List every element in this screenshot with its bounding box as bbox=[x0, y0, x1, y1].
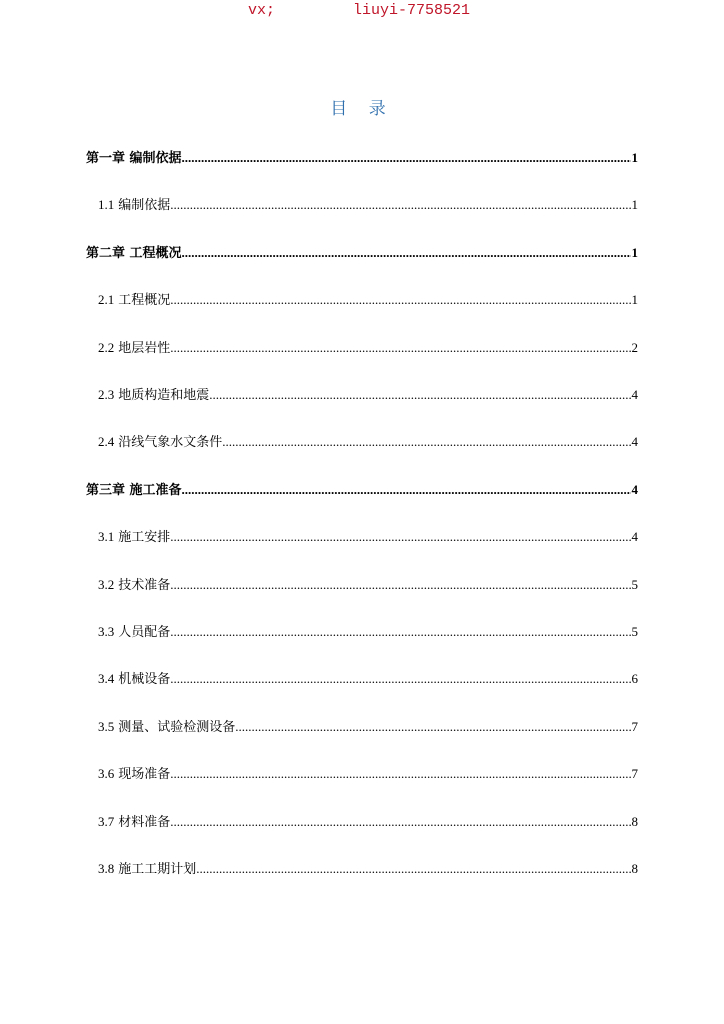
toc-section-entry[interactable] bbox=[98, 715, 638, 739]
toc-leader-dots bbox=[170, 620, 630, 644]
toc-entry-number: 2.4 bbox=[98, 434, 115, 450]
watermark-contact-prefix: vx; bbox=[248, 2, 276, 19]
toc-entry-label: 人员配备 bbox=[118, 625, 171, 640]
toc-page-number: 2 bbox=[631, 339, 638, 355]
toc-leader-dots bbox=[209, 383, 630, 407]
toc-entry-number: 2.2 bbox=[98, 339, 115, 355]
toc-section-entry[interactable] bbox=[98, 430, 638, 454]
toc-leader-dots bbox=[182, 241, 631, 265]
toc-leader-dots bbox=[170, 193, 630, 217]
toc-page-number: 4 bbox=[631, 434, 638, 450]
toc-entry-label: 第二章 工程概况 bbox=[86, 245, 182, 261]
toc-entry-number: 3.2 bbox=[98, 576, 115, 592]
toc-leader-dots bbox=[182, 146, 631, 170]
toc-leader-dots bbox=[170, 288, 630, 312]
toc-page-number: 7 bbox=[631, 766, 638, 782]
toc-chapter-entry[interactable] bbox=[86, 241, 638, 265]
toc-entry-number: 3.8 bbox=[98, 861, 115, 876]
toc-page-number: 1 bbox=[631, 292, 638, 308]
toc-leader-dots bbox=[182, 478, 631, 502]
toc-leader-dots bbox=[235, 715, 630, 739]
toc-page-number: 4 bbox=[631, 481, 638, 497]
toc-page-number: 4 bbox=[631, 387, 638, 402]
toc-page-number: 1 bbox=[631, 197, 638, 213]
toc-leader-dots bbox=[170, 667, 630, 691]
toc-page-number: 1 bbox=[631, 150, 638, 165]
toc-entry-number: 2.3 bbox=[98, 387, 115, 402]
toc-entry-number: 3.3 bbox=[98, 624, 115, 639]
toc-leader-dots bbox=[170, 525, 630, 549]
toc-entry-label: 现场准备 bbox=[118, 767, 171, 783]
watermark bbox=[0, 1, 724, 23]
toc-entry-label: 地质构造和地震 bbox=[118, 388, 210, 403]
toc-chapter-entry[interactable] bbox=[86, 146, 638, 170]
toc-entry-number: 3.1 bbox=[98, 529, 115, 545]
toc-section-entry[interactable] bbox=[98, 762, 638, 786]
toc-entry-label: 编制依据 bbox=[118, 198, 171, 214]
toc-page-number: 8 bbox=[631, 861, 638, 876]
toc-entry-number: 3.5 bbox=[98, 718, 115, 734]
toc-leader-dots bbox=[222, 430, 630, 454]
toc-section-entry[interactable] bbox=[98, 857, 638, 881]
toc-leader-dots bbox=[170, 336, 630, 360]
toc-page-number: 4 bbox=[631, 529, 638, 545]
toc-entry-label: 地层岩性 bbox=[118, 340, 171, 356]
toc-entry-label: 第一章 编制依据 bbox=[86, 151, 182, 166]
toc-entry-label: 测量、试验检测设备 bbox=[118, 719, 236, 735]
toc-leader-dots bbox=[170, 573, 630, 597]
toc-entry-number: 3.6 bbox=[98, 766, 115, 782]
toc-page-number: 5 bbox=[631, 624, 638, 639]
toc-section-entry[interactable] bbox=[98, 525, 638, 549]
toc-leader-dots bbox=[196, 857, 630, 881]
toc-entry-label: 技术准备 bbox=[118, 577, 171, 593]
toc-page-number: 5 bbox=[631, 576, 638, 592]
toc-leader-dots bbox=[170, 762, 630, 786]
toc-entry-label: 沿线气象水文条件 bbox=[118, 435, 223, 451]
toc-chapter-entry[interactable] bbox=[86, 478, 638, 502]
toc-entry-label: 工程概况 bbox=[118, 293, 171, 309]
toc-entry-label: 施工安排 bbox=[118, 530, 171, 546]
toc-section-entry[interactable] bbox=[98, 288, 638, 312]
toc-entry-label: 第三章 施工准备 bbox=[86, 482, 182, 498]
toc-entry-number: 2.1 bbox=[98, 292, 115, 308]
watermark-contact-id: liuyi-7758521 bbox=[353, 2, 471, 19]
toc-title: 目 录 bbox=[330, 99, 394, 119]
toc-section-entry[interactable] bbox=[98, 667, 638, 691]
toc-section-entry[interactable] bbox=[98, 336, 638, 360]
toc-entry-number: 1.1 bbox=[98, 197, 115, 213]
toc-page-number: 8 bbox=[631, 813, 638, 829]
toc-entry-number: 3.7 bbox=[98, 813, 115, 829]
toc-entry-number: 3.4 bbox=[98, 671, 115, 687]
toc-page-number: 1 bbox=[631, 244, 638, 260]
toc-section-entry[interactable] bbox=[98, 193, 638, 217]
toc-entry-label: 材料准备 bbox=[118, 814, 171, 830]
toc-page-number: 6 bbox=[631, 671, 638, 687]
toc-section-entry[interactable] bbox=[98, 620, 638, 644]
toc-section-entry[interactable] bbox=[98, 383, 638, 407]
toc-entry-label: 施工工期计划 bbox=[118, 862, 197, 877]
toc-page-number: 7 bbox=[631, 718, 638, 734]
toc-section-entry[interactable] bbox=[98, 573, 638, 597]
toc-section-entry[interactable] bbox=[98, 810, 638, 834]
toc-leader-dots bbox=[170, 810, 630, 834]
toc-entry-label: 机械设备 bbox=[118, 672, 171, 688]
